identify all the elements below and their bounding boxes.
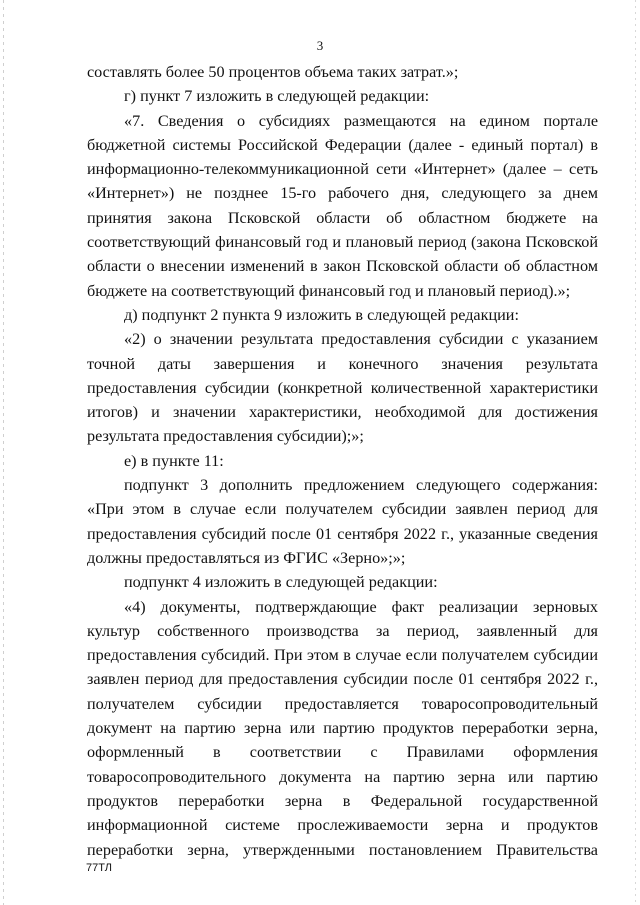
text-line: «При этом в случае если получателем субсидии заявлен период для	[87, 500, 598, 519]
text-line: заявлен период для предоставления субсидии после 01 сентября 2022 г.,	[87, 670, 598, 689]
text-line: соответствующий финансовый год и плановый период (закона Псковской	[87, 233, 598, 252]
text-line: продуктов переработки зерна в Федеральной государственной	[87, 791, 598, 810]
text-line: документ на партию зерна или партию продуктов переработки зерна,	[87, 719, 598, 738]
text-line: предоставления субсидий. При этом в случае если получателем субсидии	[87, 646, 598, 665]
text-line: получателем субсидии предоставляется товаросопроводительный	[87, 694, 598, 713]
text-line: товаросопроводительного документа на партию зерна или партию	[87, 767, 598, 786]
text-line: д) подпункт 2 пункта 9 изложить в следующей редакции:	[124, 305, 519, 324]
footer-code: 77ТЛ	[86, 862, 112, 874]
text-line: информационной системе прослеживаемости зерна и продуктов	[87, 816, 598, 835]
document-body	[87, 60, 598, 862]
scan-edge-right	[635, 0, 636, 905]
scan-edge-left	[3, 0, 4, 905]
text-line: г) пункт 7 изложить в следующей редакции:	[124, 87, 430, 106]
text-line: итогов) и значении характеристики, необходимой для достижения	[87, 403, 598, 422]
text-line: точной даты завершения и конечного значения результата	[87, 354, 598, 373]
text-line: «2) о значении результата предоставления субсидии с указанием	[124, 330, 598, 349]
text-line: информационно-телекоммуникационной сети «Интернет» (далее – сеть	[87, 160, 598, 179]
text-line: «Интернет») не позднее 15-го рабочего дня, следующего за днем	[87, 184, 598, 203]
text-line: результата предоставления субсидии);»;	[87, 427, 364, 446]
text-line: культур собственного производства за период, заявленный для	[87, 621, 598, 640]
text-line: подпункт 3 дополнить предложением следующего содержания:	[124, 476, 598, 495]
text-line: «4) документы, подтверждающие факт реализации зерновых	[124, 597, 598, 616]
text-line: подпункт 4 изложить в следующей редакции:	[124, 573, 438, 592]
text-line: бюджете на соответствующий финансовый год и плановый период).»;	[87, 281, 571, 300]
text-line: должны предоставляться из ФГИС «Зерно»;»;	[87, 548, 406, 567]
text-line: е) в пункте 11:	[124, 451, 224, 470]
text-line: «7. Сведения о субсидиях размещаются на едином портале	[124, 111, 598, 130]
text-line: области о внесении изменений в закон Псковской области об областном	[87, 257, 598, 276]
text-line: оформленный в соответствии с Правилами оформления	[87, 743, 598, 762]
text-line: принятия закона Псковской области об областном бюджете на	[87, 208, 598, 227]
text-line: переработки зерна, утвержденными постановлением Правительства	[87, 840, 598, 859]
text-line: предоставления субсидий после 01 сентября 2022 г., указанные сведения	[87, 524, 598, 543]
text-line: составлять более 50 процентов объема таких затрат.»;	[87, 63, 459, 81]
page-number: 3	[316, 38, 324, 53]
text-line: бюджетной системы Российской Федерации (далее - единый портал) в	[87, 135, 598, 154]
text-line: предоставления субсидии (конкретной количественной характеристики	[87, 378, 598, 397]
